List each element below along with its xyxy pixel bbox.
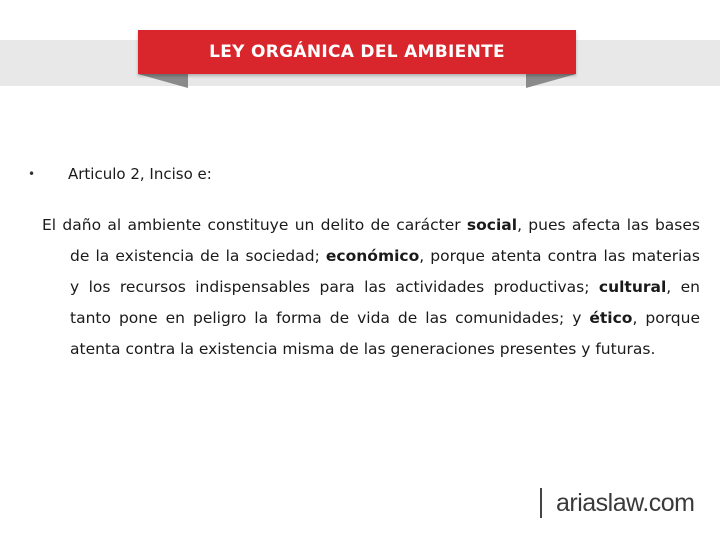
paragraph-text-5: , porque atenta contra la existencia misma de las generaciones presentes y futuras. [70, 309, 700, 358]
company-logo [540, 488, 695, 518]
bullet-item [28, 165, 212, 183]
paragraph-text-1: El daño al ambiente constituye un delito de carácter [42, 216, 467, 234]
page-title: LEY ORGÁNICA DEL AMBIENTE [209, 42, 505, 62]
logo-text: ariaslaw.com [556, 488, 695, 517]
title-banner [138, 30, 576, 74]
paragraph-text-4: , en tanto pone en peligro la forma de vida de las comunidades; y [70, 278, 701, 327]
paragraph-text-2: , pues afecta las bases de la existencia de la sociedad; [70, 216, 700, 265]
paragraph-text-3: , porque atenta contra las materias y los recursos indispensables para las actividades productivas; [70, 247, 700, 296]
keyword-cultural: cultural [598, 278, 667, 296]
logo-divider [540, 488, 542, 518]
bullet-text: Articulo 2, Inciso e: [68, 165, 212, 183]
keyword-etico: ético [589, 309, 633, 327]
keyword-economico: económico [325, 247, 420, 265]
body-paragraph [42, 210, 700, 365]
bullet-dot-icon: • [28, 167, 36, 181]
keyword-social: social [466, 216, 518, 234]
